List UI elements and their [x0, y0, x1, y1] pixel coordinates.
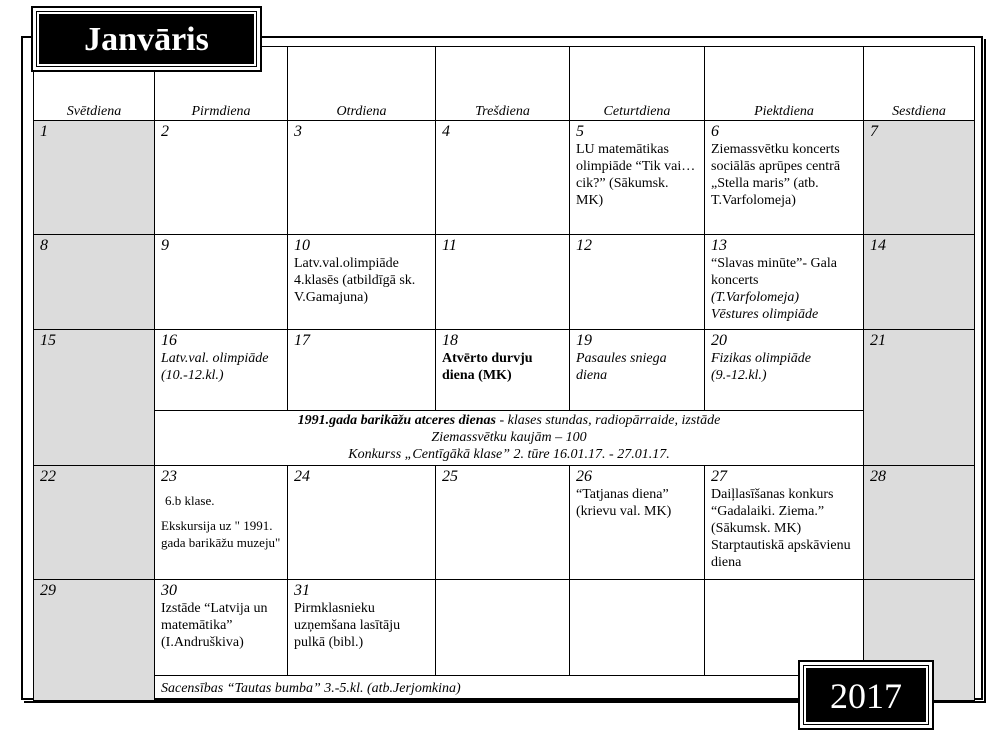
day-cell-16 [155, 330, 288, 411]
day-number: 27 [711, 468, 727, 485]
day-cell-10 [288, 235, 436, 330]
week-row-3 [34, 330, 975, 411]
week-row-4 [34, 466, 975, 580]
empty-cell [436, 580, 570, 676]
day-number: 31 [294, 582, 310, 599]
note-text: - klases stundas, radiopārraide, izstāde [495, 413, 721, 428]
day-cell-3 [288, 121, 436, 235]
weekday-monday: Pirmdiena [155, 47, 288, 121]
day-cell-28 [864, 466, 975, 580]
day-cell-30 [155, 580, 288, 676]
day-cell-17 [288, 330, 436, 411]
day-number: 8 [40, 237, 48, 254]
day-cell-19 [570, 330, 705, 411]
day-number: 21 [870, 332, 886, 349]
day-cell-22 [34, 466, 155, 580]
note-bold: 1991.gada barikāžu atceres dienas [297, 413, 496, 428]
year-box [798, 660, 934, 730]
weekday-tuesday: Otrdiena [288, 47, 436, 121]
event-text: LU matemātikas olimpiāde “Tik vai…cik?” (Sākumsk. MK) [576, 142, 696, 208]
weekday-saturday: Sestdiena [864, 47, 975, 121]
empty-cell [570, 580, 705, 676]
day-number: 1 [40, 123, 48, 140]
day-cell-27 [705, 466, 864, 580]
week-5-notes: Sacensības “Tautas bumba” 3.-5.kl. (atb.Jerjomkina) [155, 676, 864, 701]
day-cell-14 [864, 235, 975, 330]
day-number: 23 [161, 468, 177, 485]
day-number: 9 [161, 237, 169, 254]
day-cell-15 [34, 330, 155, 466]
day-cell-21 [864, 330, 975, 466]
day-cell-2 [155, 121, 288, 235]
day-cell-11 [436, 235, 570, 330]
day-cell-4 [436, 121, 570, 235]
day-cell-8 [34, 235, 155, 330]
day-cell-12 [570, 235, 705, 330]
day-number: 26 [576, 468, 592, 485]
event-text: Fizikas olimpiāde (9.-12.kl.) [711, 351, 811, 383]
calendar-grid [33, 46, 975, 701]
day-cell-24 [288, 466, 436, 580]
day-number: 4 [442, 123, 450, 140]
event-text: Starptautiskā apskāvienu diena [711, 538, 851, 570]
weekday-friday: Piektdiena [705, 47, 864, 121]
month-title-box [31, 6, 262, 72]
week-row-2 [34, 235, 975, 330]
day-number: 13 [711, 237, 727, 254]
day-number: 12 [576, 237, 592, 254]
note-line: Ziemassvētku kaujām – 100 [431, 430, 587, 445]
day-cell-6 [705, 121, 864, 235]
event-text: Daiļlasīšanas konkurs “Gadalaiki. Ziema.” (Sākumsk. MK) [711, 487, 834, 536]
day-number: 10 [294, 237, 310, 254]
day-number: 25 [442, 468, 458, 485]
week-3-notes-row [34, 411, 975, 466]
day-number: 6 [711, 123, 719, 140]
day-number: 15 [40, 332, 56, 349]
day-cell-26 [570, 466, 705, 580]
day-cell-25 [436, 466, 570, 580]
day-number: 3 [294, 123, 302, 140]
day-number: 24 [294, 468, 310, 485]
event-text: “Slavas minūte”- Gala koncerts [711, 256, 837, 288]
weekday-thursday: Ceturtdiena [570, 47, 705, 121]
event-text: Latv.val.olimpiāde 4.klasēs (atbildīgā sk. V.Gamajuna) [294, 256, 416, 305]
note-line: Konkurss „Centīgākā klase” 2. tūre 16.01.17. - 27.01.17. [348, 447, 670, 462]
event-text: Atvērto durvju diena (MK) [442, 351, 533, 383]
day-cell-1 [34, 121, 155, 235]
day-number: 17 [294, 332, 310, 349]
day-cell-7 [864, 121, 975, 235]
day-cell-29 [34, 580, 155, 701]
day-number: 11 [442, 237, 457, 254]
day-number: 16 [161, 332, 177, 349]
day-number: 22 [40, 468, 56, 485]
year-label: 2017 [804, 666, 928, 724]
day-number: 19 [576, 332, 592, 349]
month-title: Janvāris [37, 12, 256, 66]
event-text: Latv.val. olimpiāde (10.-12.kl.) [161, 351, 269, 383]
day-number: 18 [442, 332, 458, 349]
event-text: Pirmklasnieku uzņemšana lasītāju pulkā (bibl.) [294, 601, 401, 650]
event-text: (T.Varfolomeja) [711, 290, 800, 305]
day-number: 14 [870, 237, 886, 254]
day-number: 2 [161, 123, 169, 140]
day-cell-5 [570, 121, 705, 235]
day-number: 20 [711, 332, 727, 349]
event-text: Vēstures olimpiāde [711, 307, 819, 322]
day-number: 30 [161, 582, 177, 599]
day-number: 5 [576, 123, 584, 140]
event-text: “Tatjanas diena” (krievu val. MK) [576, 487, 672, 519]
day-cell-13 [705, 235, 864, 330]
week-3-notes [155, 411, 864, 466]
weekday-wednesday: Trešdiena [436, 47, 570, 121]
day-cell-9 [155, 235, 288, 330]
day-cell-20 [705, 330, 864, 411]
day-number: 7 [870, 123, 878, 140]
week-row-1 [34, 121, 975, 235]
event-text: Ziemassvētku koncerts sociālās aprūpes centrā „Stella maris” (atb. T.Varfolomeja) [711, 142, 841, 208]
day-number: 29 [40, 582, 56, 599]
weekday-sunday: Svētdiena [34, 47, 155, 121]
day-cell-31 [288, 580, 436, 676]
day-cell-23 [155, 466, 288, 580]
event-text: Izstāde “Latvija un matemātika” (I.Andruškiva) [161, 601, 268, 650]
event-text: Pasaules sniega diena [576, 351, 667, 383]
day-number: 28 [870, 468, 886, 485]
event-text: 6.b klase. [165, 493, 215, 508]
event-text: Ekskursija uz " 1991. gada barikāžu muzeju" [161, 518, 281, 550]
day-cell-18 [436, 330, 570, 411]
